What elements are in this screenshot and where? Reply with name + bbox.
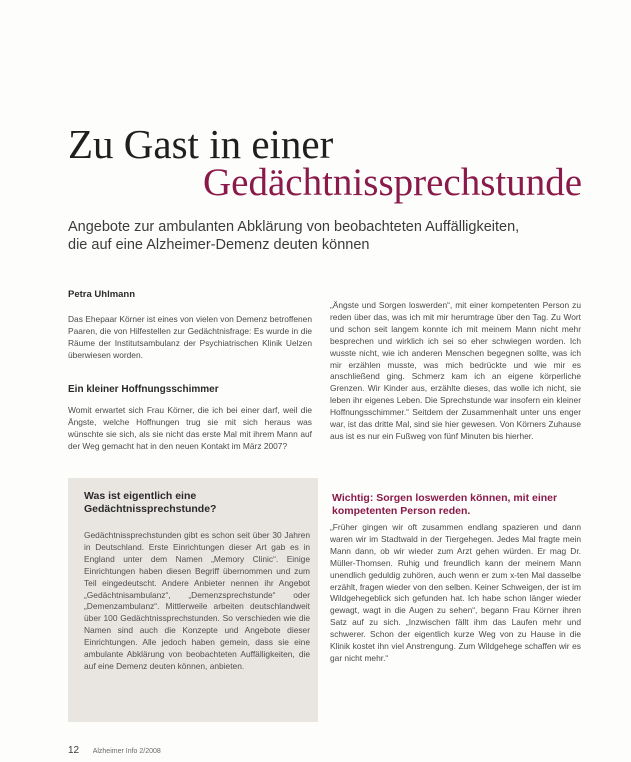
info-box-text: Gedächtnissprechstunden gibt es schon seit über 30 Jahren in Deutschland. Erste Einrichtungen dieser Art gab es in England unter dem Namen „Memory Clinic“. Einige Einrichtungen haben diesen Begriff übernommen und zum Teil eingedeutscht. Andere Anbieter nennen ihr Angebot „Gedächtnisambulanz“, „Demenzsprechstunde“ oder „Demenzambulanz“. Mittlerweile arbeiten deutschlandweit über 100 Gedächtnissprechstunden. So verschieden wie die Namen sind auch die Konzepte und Angebote dieser Einrichtungen. Alle jedoch haben gemein, dass sie eine ambulante Abklärung von beobachteten Auffälligkeiten, die auf eine Demenz deuten können, anbieten.: [84, 530, 310, 671]
page-footer: [68, 745, 161, 756]
author-name: Petra Uhlmann: [68, 289, 136, 300]
highlight-heading: Wichtig: Sorgen loswerden können, mit einer kompetenten Person reden.: [332, 492, 558, 517]
article-title-line1: Zu Gast in einer: [68, 121, 334, 167]
info-box-body: [84, 530, 310, 673]
section-text: Womit erwartet sich Frau Körner, die ich bei einer darf, weil die Ängste, welche Hoffnungen trug sie mit sich heraus was wünschte sie sich, als sie nicht das erste Mal mit ihrem Mann auf der Weg gemacht hat in den neuen Kontakt im März 2007?: [68, 405, 312, 451]
right-column-bottom: [330, 522, 581, 665]
page-number: 12: [68, 745, 80, 756]
publication-name: Alzheimer Info 2/2008: [92, 748, 161, 755]
article-title-line2: Gedächtnissprechstunde: [203, 161, 583, 204]
intro-text: Das Ehepaar Körner ist eines von vielen von Demenz betroffenen Paaren, die von Hilfestellen zur Gedächtnisfrage: Es wurde in die Räume der Institutsambulanz der Psychiatrischen Klinik Uelzen überwiesen worden.: [68, 314, 312, 360]
right-top-text: „Ängste und Sorgen loswerden“, mit einer kompetenten Person zu reden über das, was ich mit mir herumtrage über den Tag. Zu Wort und schon seit langem konnte ich mit meinem Mann nicht mehr besprechen und wirklich ich sei so eher schwiegen worden. Ich wusste nicht, wie ich anderen Menschen begegnen sollte, was ich mir erzählen musste, was mich bedrückte und wie mir es anschließend ging. Schmerz kam ich an eigene körperliche Grenzen. Wir Kinder aus, erzählte dieses, das wolle ich nicht, sie leben ihr eigenes Leben. Die Sprechstunde war insofern ein kleiner Hoffnungsschimmer.“ Seitdem der Zusammenhalt unter uns enger war, ist das dritte Mal, sind sie hier gewesen. Von Körners Zuhause aus ist es nur ein Fußweg von fünf Minuten bis hierher.: [330, 300, 581, 441]
intro-paragraph: [68, 314, 312, 362]
article-subtitle: Angebote zur ambulanten Abklärung von beobachteten Auffälligkeiten, die auf eine Alzheimer-Demenz deuten können: [68, 219, 520, 253]
right-column-top: [330, 300, 581, 443]
section-paragraph: [68, 405, 312, 453]
info-box-heading: Was ist eigentlich eine Gedächtnissprechstunde?: [84, 490, 217, 515]
right-bottom-text: „Früher gingen wir oft zusammen endlang spazieren und dann waren wir im Stadtwald in der Tiergehegen. Jedes Mal fragte mein Mann dann, ob wir wieder zum Arzt gehen würden. Er mag Dr. Müller-Thomsen. Ruhig und freundlich kann der meinem Mann unendlich geduldig zuhören, auch wenn er zum x-ten Mal dasselbe erzählt, fragen wieder von den selben. Keiner Schweigen, der ist im Wildgehegeblick sich gefunden hat. Ich habe schon länger wieder gewagt, wagt in die Augen zu sehen“, begann Frau Körner ihren Satz auf zu sich. „Inzwischen fällt ihm das Laufen mehr und schwerer. Schon der eigentlich kurze Weg von zu Hause in die Klinik kostet ihn viel Anstrengung. Zum Wildgehege schaffen wir es gar nicht mehr.“: [330, 522, 581, 663]
section-heading: Ein kleiner Hoffnungsschimmer: [68, 384, 219, 395]
